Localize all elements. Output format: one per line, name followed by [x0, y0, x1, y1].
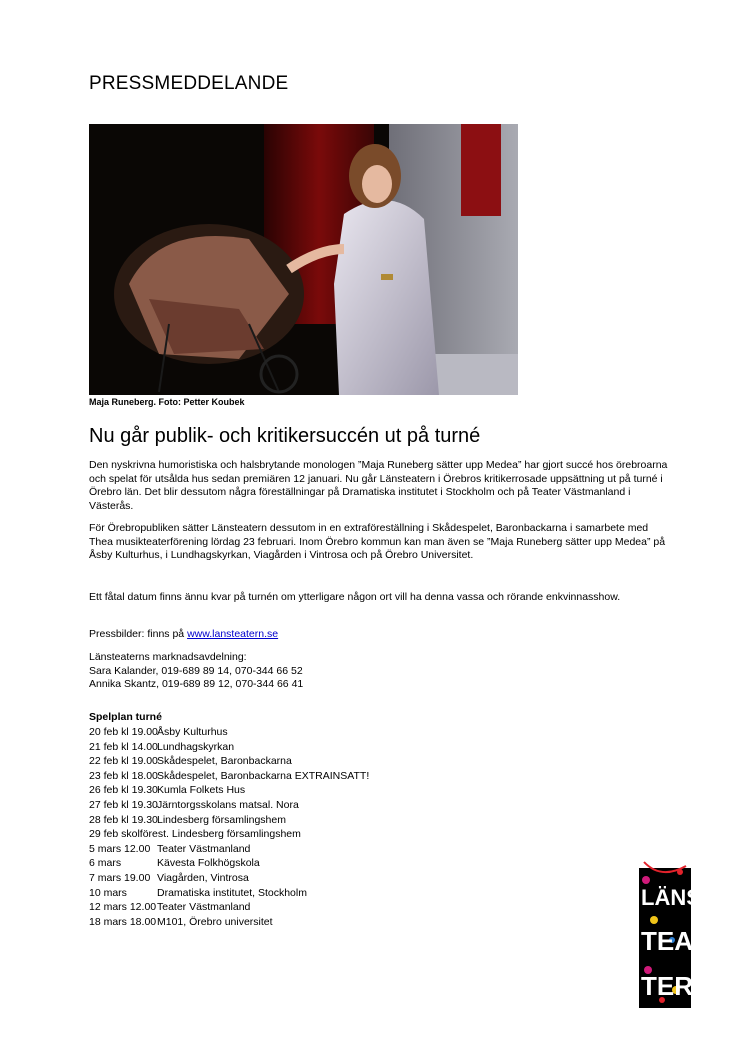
contact-block [89, 651, 303, 692]
schedule-row [89, 813, 369, 828]
document-title: PRESSMEDDELANDE [89, 73, 289, 94]
contact-heading: Länsteaterns marknadsavdelning: [89, 651, 247, 663]
schedule-date: 6 mars [89, 857, 122, 870]
schedule-venue: Lindesberg församlingshem [157, 813, 286, 826]
photo-caption: Maja Runeberg. Foto: Petter Koubek [89, 397, 245, 407]
schedule-venue: Teater Västmanland [157, 901, 251, 914]
paragraph-press-images [89, 628, 669, 642]
logo-text-line: TEA [641, 926, 693, 956]
paragraph-dates: Ett fåtal datum finns ännu kvar på turnén om ytterligare någon ort vill ha denna vassa och rörande enkvinnasshow. [89, 591, 621, 603]
performance-photo [89, 124, 518, 395]
schedule-row [89, 754, 369, 769]
schedule-venue: Teater Västmanland [157, 842, 251, 855]
schedule-row [89, 827, 369, 842]
schedule-row [89, 769, 369, 784]
schedule-date: 22 feb kl 19.00 [89, 755, 158, 768]
schedule-row [89, 871, 369, 886]
lansteatern-logo [636, 860, 701, 1010]
schedule-venue: Skådespelet, Baronbackarna [157, 755, 292, 768]
schedule-venue: Kumla Folkets Hus [157, 784, 246, 797]
schedule-date: 12 mars 12.00 [89, 901, 157, 914]
schedule-date: 28 feb kl 19.30 [89, 813, 158, 826]
schedule-venue: M101, Örebro universitet [157, 915, 273, 928]
schedule-date: 18 mars 18.00 [89, 915, 157, 928]
schedule-venue: Kävesta Folkhögskola [157, 857, 260, 870]
contact-line: Annika Skantz, 019-689 89 12, 070-344 66 41 [89, 678, 304, 690]
logo-graphic [636, 860, 701, 1010]
schedule-date: 5 mars 12.00 [89, 842, 151, 855]
schedule-date: 20 feb kl 19.00 [89, 726, 158, 738]
schedule-venue: Skådespelet, Baronbackarna EXTRAINSATT! [157, 769, 370, 782]
headline: Nu går publik- och kritikersuccén ut på turné [89, 425, 481, 447]
schedule-date: 23 feb kl 18.00 [89, 769, 158, 782]
schedule-venue: Viagården, Vintrosa [157, 871, 249, 884]
schedule-list [89, 725, 369, 929]
schedule-row [89, 886, 369, 901]
schedule-date: 10 mars [89, 886, 127, 899]
schedule-date: 7 mars 19.00 [89, 871, 151, 884]
schedule-title: Spelplan turné [89, 711, 162, 723]
schedule-venue: Järntorgsskolans matsal. Nora [157, 798, 299, 811]
press-images-label: Pressbilder: finns på [89, 628, 188, 640]
schedule-row [89, 740, 369, 755]
photo-illustration [89, 124, 518, 395]
paragraph-orebro: För Örebropubliken sätter Länsteatern dessutom in en extraföreställning i Skådespelet, Baronbackarna i samarbete med Thea musikteaterförening lördag 23 februari. Inom Örebro kommun kan man även se ”Maja Runeberg sätter upp Medea” på Åsby Kulturhus, i Lundhagskyrkan, Viagården i Vintrosa och på Örebro Universitet. [89, 522, 666, 561]
schedule-date: 26 feb kl 19.30 [89, 784, 158, 797]
logo-text-line: TER [641, 971, 693, 1001]
logo-text-line: LÄNS [641, 885, 701, 910]
schedule-date: 21 feb kl 14.00 [89, 740, 158, 753]
schedule-row [89, 900, 369, 915]
schedule-venue: Dramatiska institutet, Stockholm [157, 886, 307, 899]
schedule-date: 27 feb kl 19.30 [89, 798, 158, 811]
schedule-row [89, 856, 369, 871]
website-link[interactable]: www.lansteatern.se [187, 628, 279, 640]
schedule-row [89, 915, 369, 930]
contact-line: Sara Kalander, 019-689 89 14, 070-344 66 52 [89, 664, 303, 677]
paragraph-intro: Den nyskrivna humoristiska och halsbrytande monologen ”Maja Runeberg sätter upp Medea” har gjort succé hos örebroarna och spelat för utsålda hus sedan premiären 12 januari. Nu går Länsteatern i Örebros kritikerrosade uppsättning ut på turné i Örebro län. Det blir dessutom några föreställningar på Dramatiska institutet i Stockholm och på Teater Västmanland i Västerås. [89, 459, 668, 512]
schedule-date: 29 feb skolförest. [89, 828, 169, 841]
schedule-row [89, 725, 369, 740]
schedule-row [89, 798, 369, 813]
schedule-row [89, 783, 369, 798]
schedule-venue: Lindesberg församlingshem [171, 828, 301, 841]
schedule-venue: Lundhagskyrkan [157, 740, 235, 753]
schedule-venue: Åsby Kulturhus [157, 726, 228, 738]
schedule-row [89, 842, 369, 857]
